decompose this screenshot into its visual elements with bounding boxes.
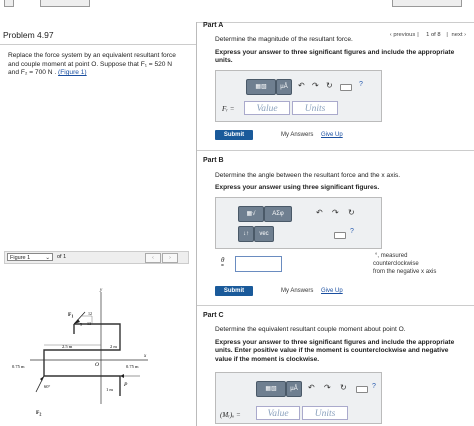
part-b-unit-note-1: °, measured — [375, 253, 408, 259]
answer-panel — [197, 22, 474, 426]
top-tab-left[interactable] — [4, 0, 14, 7]
part-a-editor — [215, 70, 382, 122]
part-c-label: Part C — [203, 312, 224, 319]
previous-link[interactable]: ‹ previous — [389, 32, 416, 38]
f2-arrowhead — [40, 376, 44, 381]
part-c-instruction: Express your answer to three significant figures and include the appropriate units. Enter positive value if the moment is counterclockwise and negative value if the moment is clockwise. — [215, 339, 455, 363]
part-a-label: Part A — [203, 22, 224, 29]
top-tab-problem[interactable] — [40, 0, 90, 7]
figure-nav-bar — [4, 251, 189, 264]
part-c-units-input[interactable]: Units — [302, 406, 348, 420]
divider — [0, 44, 196, 45]
dim-1m: 1 m — [106, 387, 113, 392]
top-tab-right[interactable] — [392, 0, 462, 7]
part-b-question: Determine the angle between the resultant force and the x axis. — [215, 172, 401, 179]
units-button[interactable]: µÅ — [276, 79, 292, 95]
f1-label — [68, 312, 73, 319]
units-button[interactable]: µÅ — [286, 381, 302, 397]
part-b-submit-button[interactable]: Submit — [215, 286, 253, 296]
part-c-editor — [215, 372, 382, 424]
greek-button[interactable]: ΑΣφ — [264, 206, 292, 222]
dim-0.75m-right: 0.75 m — [126, 364, 139, 369]
keyboard-icon[interactable] — [334, 232, 346, 239]
dim-0.75m-left: 0.75 m — [12, 364, 25, 369]
redo-icon[interactable]: ↷ — [312, 81, 319, 90]
part-b-angle-input[interactable] — [235, 256, 282, 272]
part-b-give-up[interactable]: Give Up — [321, 288, 343, 294]
figure-select[interactable] — [7, 253, 53, 261]
point-o-label: O — [95, 362, 99, 368]
next-link[interactable]: next › — [451, 32, 466, 38]
help-icon[interactable]: ? — [372, 383, 376, 390]
template-button[interactable]: ▦▧ — [246, 79, 276, 95]
reset-icon[interactable]: ↻ — [348, 208, 355, 217]
problem-statement — [8, 52, 178, 78]
dim-2m: 2 m — [110, 344, 117, 349]
f1-letter: F — [68, 312, 72, 318]
figure-count: of 1 — [57, 254, 67, 260]
help-icon[interactable]: ? — [350, 228, 354, 235]
part-b-label: Part B — [203, 157, 224, 164]
part-c-question: Determine the equivalent resultant couple moment about point O. — [215, 326, 406, 333]
figure-next-button[interactable]: › — [162, 253, 178, 263]
part-b-unit-note-2: counterclockwise — [373, 261, 419, 267]
slope-12: 12 — [88, 311, 92, 316]
y-axis-label: y — [100, 288, 103, 293]
part-b-instruction: Express your answer using three significant figures. — [215, 184, 380, 191]
angle-60-label: 60° — [44, 384, 51, 389]
slope-13: 13 — [87, 321, 91, 326]
part-b-answer-label: θ — [221, 256, 225, 264]
pager: ‹ previous | 1 of 8 | next › — [389, 32, 466, 38]
part-a-value-input[interactable]: Value — [244, 101, 290, 115]
part-c-value-input[interactable]: Value — [256, 406, 300, 420]
part-a-submit-button[interactable]: Submit — [215, 130, 253, 140]
template-button[interactable]: ▦▧ — [256, 381, 286, 397]
reset-icon[interactable]: ↻ — [340, 383, 347, 392]
f1-sub: 1 — [71, 313, 74, 319]
part-a-instruction: Express your answer to three significant figures and include the appropriate units. — [215, 49, 455, 65]
keyboard-icon[interactable] — [340, 84, 352, 91]
force-diagram — [0, 264, 196, 424]
problem-statement-text: Replace the force system by an equivalent resultant force and couple moment at point O. Suppose that F₁ = 520 N and F₂ = 700 N . — [8, 52, 176, 77]
redo-icon[interactable]: ↷ — [324, 383, 331, 392]
f2-label — [36, 410, 41, 417]
reset-icon[interactable]: ↻ — [326, 81, 333, 90]
part-a-question: Determine the magnitude of the resultant force. — [215, 36, 353, 43]
top-bar — [0, 0, 474, 23]
redo-icon[interactable]: ↷ — [332, 208, 339, 217]
undo-icon[interactable]: ↶ — [298, 81, 305, 90]
part-a-answer-label: Fᵣ = — [222, 105, 235, 113]
dim-2.5m: 2.5 m — [62, 344, 73, 349]
part-c-answer-label: (Mᵣ)ₒ = — [220, 411, 241, 419]
f2-sub: 2 — [39, 411, 42, 417]
part-divider — [197, 305, 474, 306]
part-b-unit-note-3: from the negative x axis — [373, 269, 437, 275]
undo-icon[interactable]: ↶ — [316, 208, 323, 217]
part-a-my-answers[interactable]: My Answers — [281, 132, 314, 138]
part-a-give-up[interactable]: Give Up — [321, 132, 343, 138]
figure-link[interactable]: (Figure 1) — [58, 69, 87, 77]
undo-icon[interactable]: ↶ — [308, 383, 315, 392]
part-b-equals: = — [221, 263, 224, 269]
template-button[interactable]: ▦√ — [238, 206, 264, 222]
part-b-editor — [215, 197, 382, 249]
help-icon[interactable]: ? — [359, 81, 363, 88]
point-p-label: P — [124, 382, 128, 388]
f2-letter: F — [36, 410, 40, 416]
keyboard-icon[interactable] — [356, 386, 368, 393]
page-position: 1 of 8 — [426, 32, 441, 38]
part-divider — [197, 150, 474, 151]
problem-panel — [0, 22, 197, 426]
figure-prev-button[interactable]: ‹ — [145, 253, 161, 263]
part-a-units-input[interactable]: Units — [292, 101, 338, 115]
subscript-button[interactable]: ↓↑ — [238, 226, 254, 242]
slope-5: 5 — [80, 322, 82, 327]
problem-title: Problem 4.97 — [3, 30, 54, 40]
x-axis-label: x — [144, 354, 147, 359]
chevron-down-icon: ⌄ — [45, 255, 50, 261]
part-b-my-answers[interactable]: My Answers — [281, 288, 314, 294]
figure-select-value: Figure 1 — [10, 255, 31, 261]
vec-button[interactable]: vec — [254, 226, 274, 242]
